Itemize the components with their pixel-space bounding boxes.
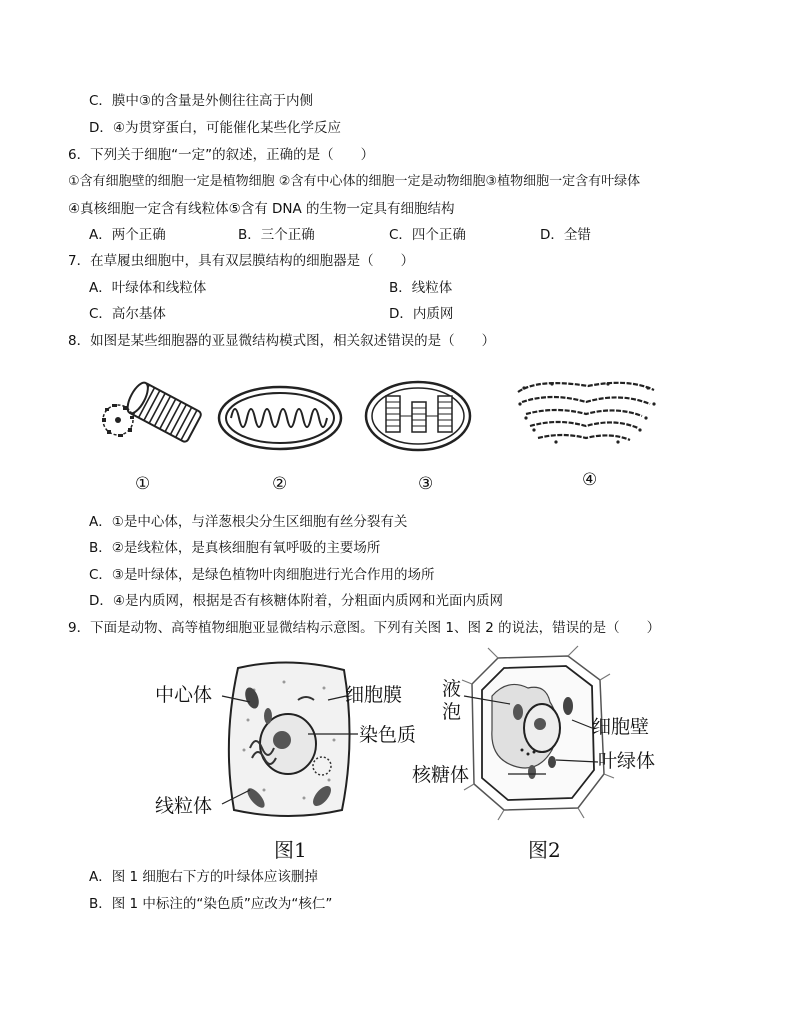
label-cell-membrane: 细胞膜 <box>345 684 403 706</box>
q9-option-a: A．图 1 细胞右下方的叶绿体应该删掉 <box>89 869 318 885</box>
q6-statements-line2: ④真核细胞一定含有线粒体⑤含有 DNA 的生物一定具有细胞结构 <box>68 201 455 217</box>
q5-option-d: D．④为贯穿蛋白，可能催化某些化学反应 <box>89 120 341 136</box>
q7-option-b: B．线粒体 <box>389 280 453 296</box>
q6-option-a: A．两个正确 <box>89 227 166 243</box>
figure2-leader-lines <box>460 690 600 786</box>
figure1-leader-lines <box>222 690 352 810</box>
q7-option-a: A．叶绿体和线粒体 <box>89 280 207 296</box>
q9-stem: 9．下面是动物、高等植物细胞亚显微结构示意图。下列有关图 1、图 2 的说法，错误的是（ ） <box>68 620 661 636</box>
label-vacuole-part2: 泡 <box>442 701 462 723</box>
q8-option-c: C．③是叶绿体，是绿色植物叶肉细胞进行光合作用的场所 <box>89 567 435 583</box>
q6-option-d: D．全错 <box>540 227 591 243</box>
q9-option-b: B．图 1 中标注的“染色质”应改为“核仁” <box>89 896 333 912</box>
q8-option-d: D．④是内质网，根据是否有核糖体附着，分粗面内质网和光面内质网 <box>89 593 503 609</box>
figure-label-4: ④ <box>582 470 598 490</box>
q8-stem: 8．如图是某些细胞器的亚显微结构模式图，相关叙述错误的是（ ） <box>68 333 496 349</box>
q7-option-c: C．高尔基体 <box>89 306 166 322</box>
centrosome-illustration <box>90 372 210 452</box>
figure-label-1: ① <box>135 474 151 494</box>
figure2-caption: 图2 <box>528 838 561 862</box>
label-mitochondria: 线粒体 <box>155 795 213 817</box>
label-chloroplast: 叶绿体 <box>598 750 656 772</box>
q5-option-c: C．膜中③的含量是外侧往往高于内侧 <box>89 93 314 109</box>
q6-statements-line1: ①含有细胞壁的细胞一定是植物细胞 ②含有中心体的细胞一定是动物细胞③植物细胞一定含有叶绿体 <box>68 174 641 189</box>
label-ribosome: 核糖体 <box>412 764 470 786</box>
q7-stem: 7．在草履虫细胞中，具有双层膜结构的细胞器是（ ） <box>68 253 415 269</box>
endoplasmic-reticulum-illustration <box>512 378 662 450</box>
label-vacuole-part1: 液 <box>442 678 462 700</box>
q6-stem: 6．下列关于细胞“一定”的叙述，正确的是（ ） <box>68 147 375 163</box>
figure-label-3: ③ <box>418 474 434 494</box>
q6-option-b: B．三个正确 <box>238 227 315 243</box>
figure1-caption: 图1 <box>274 838 307 862</box>
label-cell-wall: 细胞壁 <box>592 716 650 738</box>
mitochondrion-illustration <box>217 385 343 451</box>
q8-option-b: B．②是线粒体，是真核细胞有氧呼吸的主要场所 <box>89 540 381 556</box>
label-centrosome: 中心体 <box>155 684 213 706</box>
figure-label-2: ② <box>272 474 288 494</box>
q7-option-d: D．内质网 <box>389 306 454 322</box>
chloroplast-illustration <box>364 380 472 452</box>
q6-option-c: C．四个正确 <box>389 227 466 243</box>
q8-option-a: A．①是中心体，与洋葱根尖分生区细胞有丝分裂有关 <box>89 514 408 530</box>
label-chromatin: 染色质 <box>359 724 417 746</box>
